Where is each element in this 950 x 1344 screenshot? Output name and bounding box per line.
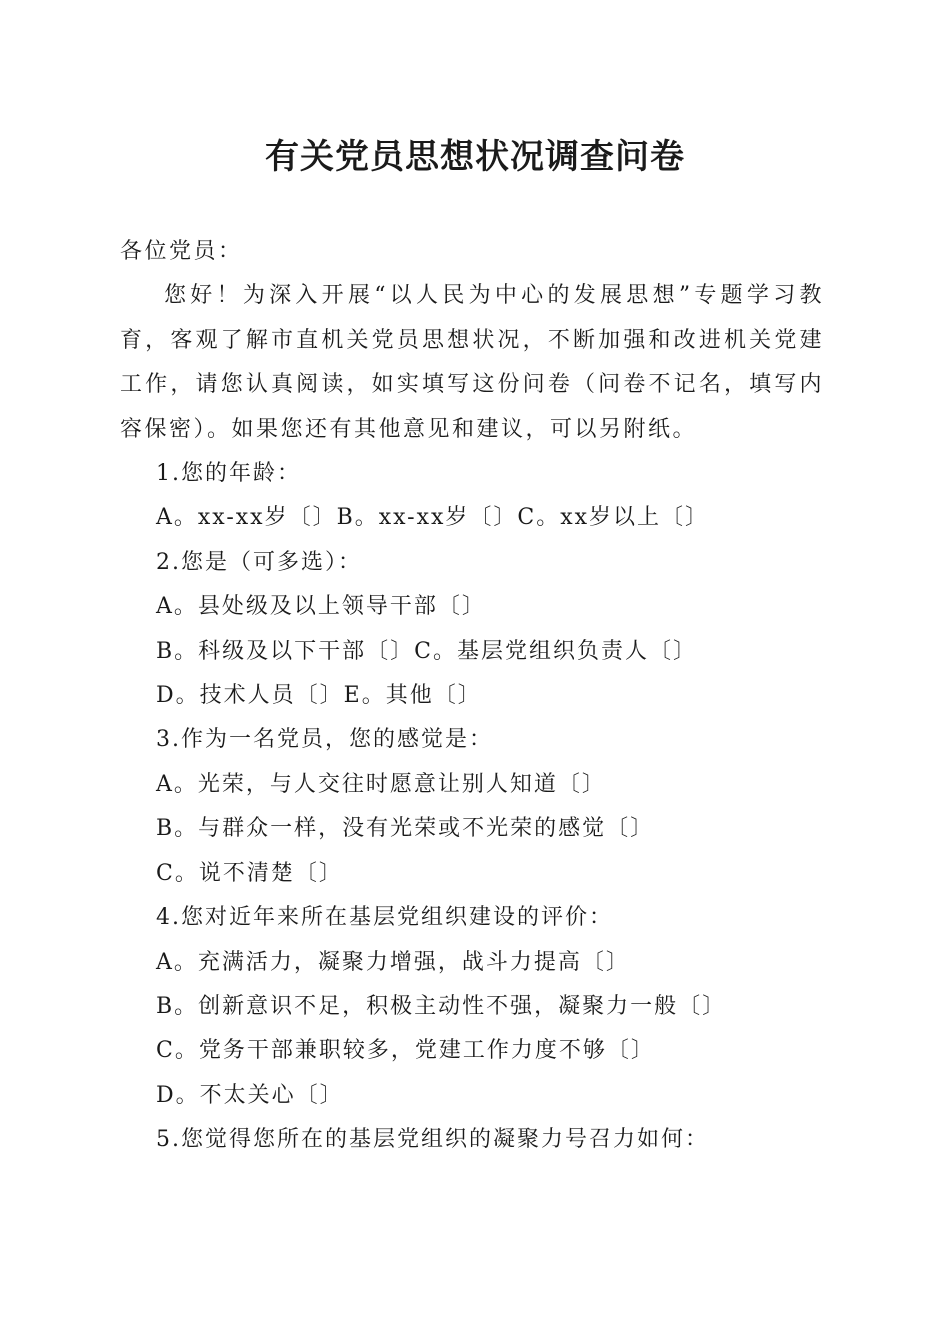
question-2-options-b-c: B。科级及以下干部〔〕C。基层党组织负责人〔〕 [156,638,698,664]
question-2-options-d-e: D。技术人员〔〕E。其他〔〕 [156,683,482,709]
salutation: 各位党员： [120,239,243,264]
question-3: 3.作为一名党员，您的感觉是： [156,727,493,753]
document-title: 有关党员思想状况调查问卷 [265,137,685,177]
document-body [120,230,824,1163]
question-2: 2.您是（可多选）： [156,549,362,575]
question-1: 1.您的年龄： [156,461,301,487]
question-1-options: A。xx-xx岁〔〕B。xx-xx岁〔〕C。xx岁以上〔〕 [156,505,710,531]
question-4-option-b: B。创新意识不足，积极主动性不强，凝聚力一般〔〕 [156,993,727,1019]
question-4: 4.您对近年来所在基层党组织建设的评价： [156,905,613,931]
question-3-option-b: B。与群众一样，没有光荣或不光荣的感觉〔〕 [156,816,655,842]
question-4-option-d: D。不太关心〔〕 [156,1082,344,1108]
question-3-option-c: C。说不清楚〔〕 [156,860,343,886]
question-2-option-a: A。县处级及以上领导干部〔〕 [156,594,486,620]
intro-paragraph: 您好！为深入开展“以人民为中心的发展思想”专题学习教育，客观了解市直机关党员思想状况，不断加强和改进机关党建工作，请您认真阅读，如实填写这份问卷（问卷不记名，填写内容保密）。如果您还有其他意见和建议，可以另附纸。 [120,283,824,442]
question-5: 5.您觉得您所在的基层党组织的凝聚力号召力如何： [156,1127,709,1153]
question-4-option-a: A。充满活力，凝聚力增强，战斗力提高〔〕 [156,949,630,975]
question-3-option-a: A。光荣，与人交往时愿意让别人知道〔〕 [156,771,606,797]
question-4-option-c: C。党务干部兼职较多，党建工作力度不够〔〕 [156,1038,655,1064]
